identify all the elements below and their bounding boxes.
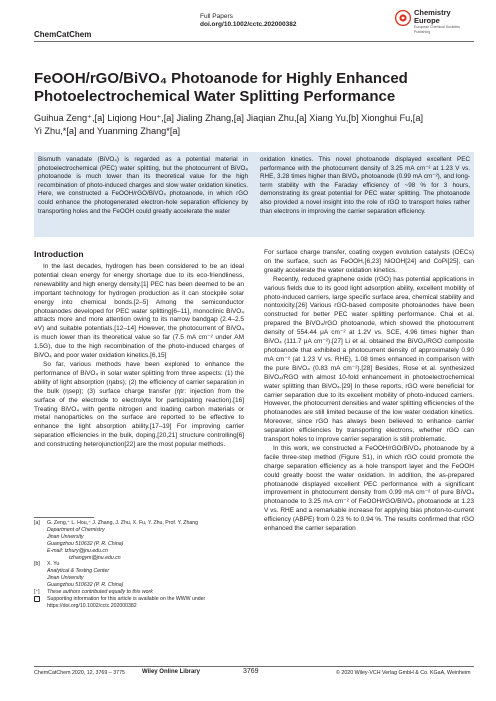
paragraph: For surface charge transfer, coating oxygen evolution catalysts (OECs) on the surface, such as FeOOH,[6,23] NiOOH[24] and CoPi[25], can greatly accelerate the water oxidation kinetics. bbox=[264, 249, 474, 274]
header-rule bbox=[34, 41, 474, 42]
email-link[interactable]: E-mail: tzhury@jnu.edu.cn bbox=[47, 547, 108, 554]
wiley-online-library-link[interactable]: Wiley Online Library bbox=[142, 669, 200, 675]
chemistry-europe-logo-icon bbox=[395, 10, 411, 26]
footnote-tag: [a] bbox=[34, 520, 40, 526]
footer-citation: ChemCatChem 2020, 12, 3769 – 3775 bbox=[34, 670, 125, 676]
page-number: 3769 bbox=[243, 668, 259, 675]
supporting-info-icon bbox=[34, 596, 42, 604]
article-meta bbox=[200, 13, 320, 29]
footer-copyright: © 2020 Wiley-VCH Verlag GmbH & Co. KGaA, Weinheim bbox=[336, 670, 471, 676]
article-type: Full Papers bbox=[200, 13, 233, 20]
logo-subtitle: European Chemical Societies Publishing bbox=[414, 25, 460, 34]
paragraph: Recently, reduced graphene oxide (rGO) has potential applications in various fields due to its good light adsorption ability, excellent mobility of photo-induced carriers, large specific surface area, chemical stability and nontoxicity.[26] Various rGO-based composite photoanodes have been constructed for better PEC water splitting performance. Chai et al. prepared the BiVO₄/rGO photoanode, which showed the photocurrent density of 554.44 μA cm⁻² at 1.2V vs. SCE, 4.96 times higher than BiVO₄ (111.7 μA cm⁻²).[27] Li et al. obtained the BiVO₄/RGO composite photoanode that exhibited a photocurrent density of approximately 0.90 mA cm⁻² (at 1.23 V vs. RHE), 1.08 times enhanced in comparison with the pure BiVO₄ (0.83 mA cm⁻²).[28] Besides, Rose et al. synthesized BiVO₄/RGO with almost 10-fold enhancement in photoelectrochemical water splitting than BiVO₄.[29] In these reports, rGO were beneficial for carrier separation due to its excellent mobility of photo-induced carriers. However, the photocurrent densities and water splitting efficiencies of the photoanodes are still limited because of the low water oxidation kinetics. Moreover, since rGO has always been believed to enhance carrier separation efficiencies by transporting electrons, whether rGO can transport holes to improve carrier separation is still problematic. bbox=[264, 275, 474, 444]
equal-contribution-note bbox=[34, 589, 244, 596]
abstract-box bbox=[34, 152, 474, 237]
footnote-tag: [b] bbox=[34, 561, 40, 568]
chemistry-europe-logo bbox=[395, 8, 475, 38]
supporting-info-text: Supporting information for this article is available on the WWW under bbox=[47, 595, 206, 602]
affiliation-univ: Jinan University bbox=[47, 533, 84, 540]
section-title-introduction: Introduction bbox=[34, 249, 84, 259]
footnotes bbox=[34, 520, 244, 610]
affiliation-a bbox=[34, 520, 244, 561]
supporting-info-note bbox=[34, 596, 244, 610]
email-link[interactable]: tzhangym@jnu.edu.cn bbox=[69, 554, 121, 561]
footer-rule bbox=[34, 666, 474, 667]
affiliation-names: G. Zeng,⁺ L. Hou,⁺ J. Zhang, J. Zhu, X. Fu, Y. Zhu, Prof. Y. Zhang bbox=[47, 520, 198, 526]
abstract-right: oxidation kinetics. This novel photoanode displayed excellent PEC performance with the photocurrent density of 3.25 mA cm⁻² at 1.23 V vs. RHE, 3.28 times higher than BiVO₄ photoanode (0.99 mA cm⁻²), and long-term stability with the Faraday efficiency of ~98 % for 3 hours, demonstrating its great potential for PEC water splitting. The photoanode also provided a novel insight into the role of rGO to transport holes rather than electrons in improving the carrier separation efficiency. bbox=[260, 156, 470, 215]
paragraph: So far, various methods have been explored to enhance the performance of BiVO₄ in solar water splitting from three aspects: (1) the ability of light absorption (ηabs); (2) the efficiency of carrier separation in the bulk (ηsep); (3) surface charge transfer (ηtr: injection from the surface of the electrode to electrolyte for participating reaction).[16] Treating BiVO₄ with gentle nitrogen and loading carbon materials or metal nanoparticles on the surface are reported to be effective to enhance the light absorption ability.[17–19] For improving carrier separation efficiencies in the bulk, doping,[20,21] structure controlling[6] and constructing heterojunction[22] are the most popular methods. bbox=[34, 360, 244, 449]
affiliation-dept: Department of Chemistry bbox=[47, 526, 105, 533]
affiliation-city: Guangzhou 510632 (P. R. China) bbox=[47, 582, 124, 589]
abstract-left: Bismuth vanadate (BiVO₄) is regarded as a potential material in photoelectrochemical (PEC) water splitting, but the photocurrent of BiVO₄ photoanode is much lower than its theoretical value for the high recombination of photo-induced charges and slow water oxidation kinetics. Here, we constructed a FeOOH/rGO/BiVO₄ photoanode, in which rGO could enhance the photogenerated electron-hole separation efficiency by transporting holes and the FeOOH could greatly accelerate the water bbox=[38, 156, 248, 215]
body-column-left bbox=[34, 263, 244, 450]
affiliation-b bbox=[34, 561, 244, 589]
equal-contribution-text: These authors contributed equally to this work bbox=[47, 589, 153, 596]
logo-title: Chemistry Europe bbox=[414, 8, 451, 25]
supporting-info-link[interactable]: https://doi.org/10.1002/cctc.202000382 bbox=[47, 602, 137, 609]
journal-name: ChemCatChem bbox=[34, 30, 92, 39]
affiliation-names: X. Yu bbox=[47, 561, 60, 568]
paragraph: In the last decades, hydrogen has been considered to be an ideal potential clean energy for energy shortage due to its eco-friendliness, renewability and high energy density.[1] PEC has been deemed to be an important technology for hydrogen production as it can stockpile solar energy into chemical bonds.[2–5] Among the semiconductor photoanodes developed for PEC water splitting[6–11], monoclinic BiVO₄ attracts more and more attention owing to its narrow bandgap (2.4–2.5 eV) and suitable potentials.[12–14] However, the photocurrent of BiVO₄ is much lower than its theoretical value so far (7.5 mA cm⁻² under AM 1.5G), due to the high recombination of the photo-induced charges of BiVO₄ and poor water oxidation kinetics.[6,15] bbox=[34, 263, 244, 360]
doi-link[interactable]: doi.org/10.1002/cctc.202000382 bbox=[200, 21, 297, 28]
affiliation-dept: Analytical & Testing Center bbox=[47, 568, 110, 575]
body-column-right bbox=[264, 249, 474, 534]
author-list: Guihua Zeng⁺,[a] Liqiong Hou⁺,[a] Jialing Zhang,[a] Jiaqian Zhu,[a] Xiang Yu,[b] Xionghui Fu,[a] Yi Zhu,*[a] and Yuanming Zhang*[a] bbox=[34, 113, 424, 136]
affiliation-city: Guangzhou 510632 (P. R. China) bbox=[47, 540, 124, 547]
footnote-rule bbox=[34, 517, 94, 518]
affiliation-univ: Jinan University bbox=[47, 575, 84, 582]
article-title: FeOOH/rGO/BiVO₄ Photoanode for Highly Enhanced Photoelectrochemical Water Splitting Performance bbox=[34, 70, 408, 105]
paragraph: In this work, we constructed a FeOOH/rGO/BiVO₄ photoanode by a facile three-step method (Figure S1), in which rGO could promote the charge separation efficiency as a hole transport layer and the FeOOH could greatly boost the water oxidation. In addition, the as-prepared photoanode displayed excellent PEC performance with a significant improvement in photocurrent density from 0.99 mA cm⁻² of pure BiVO₄ photoanode to 3.25 mA cm⁻² of FeOOH/rGO/BiVO₄ photoanode at 1.23 V vs. RHE and a remarkable increase for applying bias photon-to-current efficiency (ABPE) from 0.23 % to 0.94 %. The results confirmed that rGO enhanced the carrier separation bbox=[264, 444, 474, 533]
footnote-tag: [⁺] bbox=[34, 589, 40, 596]
